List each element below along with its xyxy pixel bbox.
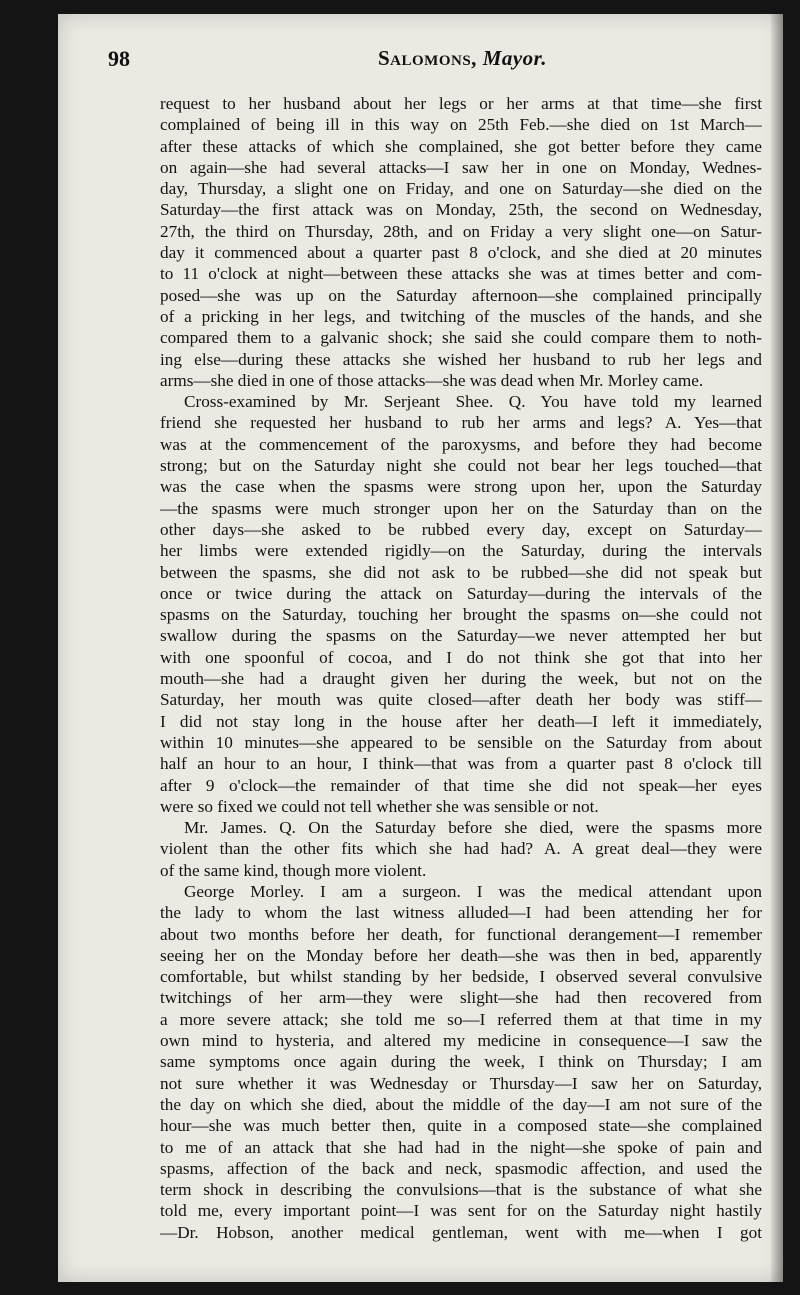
text-line: half an hour to an hour, I think—that was from a quarter past 8 o'clock till	[160, 754, 762, 774]
text-line: strong; but on the Saturday night she could not bear her legs touched—that	[160, 456, 762, 476]
text-line: ing else—during these attacks she wished her husband to rub her legs and	[160, 349, 762, 369]
text-line: mouth—she had a draught given her during the week, but not on the	[160, 669, 762, 689]
text-line: compared them to a galvanic shock; she said she could compare them to noth-	[160, 328, 762, 348]
text-line: complained of being ill in this way on 25th Feb.—she died on 1st March—	[160, 115, 762, 135]
text-line: were so fixed we could not tell whether she was sensible or not.	[160, 796, 599, 816]
text-line: of the same kind, though more violent.	[160, 860, 427, 880]
text-line: George Morley. I am a surgeon. I was the medical attendant upon	[184, 881, 762, 901]
text-line: between the spasms, she did not ask to be rubbed—she did not speak but	[160, 562, 762, 582]
text-line: swallow during the spasms on the Saturday—we never attempted her but	[160, 626, 762, 646]
text-line: not sure whether it was Wednesday or Thursday—I saw her on Saturday,	[160, 1073, 762, 1093]
running-head	[378, 46, 547, 71]
text-line: request to her husband about her legs or her arms at that time—she first	[160, 94, 762, 113]
running-head-name: Salomons,	[378, 46, 477, 70]
text-line: was the case when the spasms were strong upon her, upon the Saturday	[160, 477, 762, 497]
text-line: violent than the other fits which she had had? A. A great deal—they were	[160, 839, 762, 859]
text-line: with one spoonful of cocoa, and I do not think she got that into her	[160, 647, 762, 667]
text-line: after 9 o'clock—the remainder of that time she did not speak—her eyes	[160, 775, 762, 795]
text-line: term shock in describing the convulsions—that is the substance of what she	[160, 1180, 762, 1200]
text-line: about two months before her death, for functional derangement—I remember	[160, 924, 762, 944]
text-line: same symptoms once again during the week, I think on Thursday; I am	[160, 1052, 762, 1072]
text-line: of a pricking in her legs, and twitching of the muscles of the hands, and she	[160, 306, 762, 326]
text-line: —Dr. Hobson, another medical gentleman, went with me—when I got	[160, 1222, 762, 1242]
text-line: seeing her on the Monday before her death—she was then in bed, apparently	[160, 945, 762, 965]
page-number: 98	[108, 46, 130, 71]
page-gutter-shadow	[771, 14, 783, 1282]
text-line: day it commenced about a quarter past 8 o'clock, and she died at 20 minutes	[160, 243, 762, 263]
text-line: Saturday, her mouth was quite closed—after death her body was stiff—	[160, 690, 762, 710]
text-line: own mind to hysteria, and altered my medicine in consequence—I saw the	[160, 1031, 762, 1051]
text-line: within 10 minutes—she appeared to be sensible on the Saturday from about	[160, 732, 762, 752]
text-line: hour—she was much better then, quite in a composed state—she complained	[160, 1116, 762, 1136]
text-line: a more severe attack; she told me so—I referred them at that time in my	[160, 1009, 762, 1029]
text-line: to me of an attack that she had had in the night—she spoke of pain and	[160, 1137, 762, 1157]
text-line: Saturday—the first attack was on Monday, 25th, the second on Wednesday,	[160, 200, 762, 220]
text-line: spasms on the Saturday, touching her brought the spasms on—she could not	[160, 605, 762, 625]
text-line: on again—she had several attacks—I saw her in one on Monday, Wednes-	[160, 157, 762, 177]
text-line: after these attacks of which she complained, she got better before they came	[160, 136, 762, 156]
text-line: spasms, affection of the back and neck, spasmodic affection, and used the	[160, 1158, 762, 1178]
text-line: comfortable, but whilst standing by her bedside, I observed several convulsive	[160, 967, 762, 987]
text-line: told me, every important point—I was sent for on the Saturday night hastily	[160, 1201, 762, 1221]
text-line: 27th, the third on Thursday, 28th, and on Friday a very slight one—on Satur-	[160, 221, 762, 241]
text-line: her limbs were extended rigidly—on the Saturday, during the intervals	[160, 541, 762, 561]
text-line: once or twice during the attack on Saturday—during the intervals of the	[160, 583, 762, 603]
text-line: posed—she was up on the Saturday afternoon—she complained principally	[160, 285, 762, 305]
text-line: the day on which she died, about the middle of the day—I am not sure of the	[160, 1094, 762, 1114]
body-text	[160, 93, 762, 1243]
text-line: day, Thursday, a slight one on Friday, and one on Saturday—she died on the	[160, 179, 762, 199]
text-line: friend she requested her husband to rub her arms and legs? A. Yes—that	[160, 413, 762, 433]
text-line: Mr. James. Q. On the Saturday before she died, were the spasms more	[184, 818, 762, 838]
text-line: Cross-examined by Mr. Serjeant Shee. Q. You have told my learned	[184, 392, 762, 412]
text-line: the lady to whom the last witness alluded—I had been attending her for	[160, 903, 762, 923]
running-head-title: Mayor.	[482, 46, 547, 70]
text-line: twitchings of her arm—they were slight—she had then recovered from	[160, 988, 762, 1008]
text-line: was at the commencement of the paroxysms, and before they had become	[160, 434, 762, 454]
text-line: —the spasms were much stronger upon her on the Saturday than on the	[160, 498, 762, 518]
text-line: arms—she died in one of those attacks—she was dead when Mr. Morley came.	[160, 370, 704, 390]
text-line: I did not stay long in the house after her death—I left it immediately,	[160, 711, 762, 731]
text-line: to 11 o'clock at night—between these attacks she was at times better and com-	[160, 264, 762, 284]
text-line: other days—she asked to be rubbed every day, except on Saturday—	[160, 519, 762, 539]
page-header	[108, 40, 718, 80]
